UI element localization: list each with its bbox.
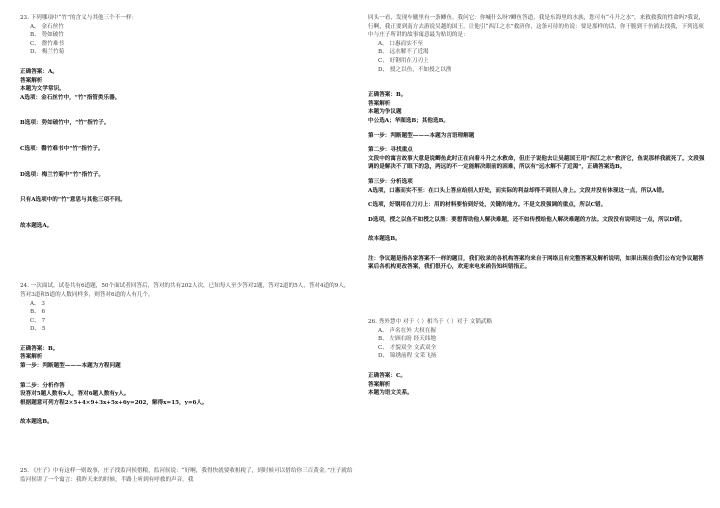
knowledge-point: 本题为争议题: [368, 109, 402, 116]
option-b: B、 远水解不了近渴: [378, 49, 429, 56]
analysis-title: 答案解析: [368, 100, 391, 107]
option-c: C、 才貌双全 文武双全: [378, 344, 437, 351]
knowledge-point: 本题为文学常识。: [20, 86, 65, 93]
explanation-line: 只有A选项中的“竹”意思与其他三项不同。: [20, 197, 126, 204]
option-d: D、 授之以鱼，不如授之以渔: [378, 66, 452, 73]
option-d: D、 梅兰竹菊: [30, 49, 65, 56]
answer: 正确答案：A。: [20, 68, 58, 75]
conclusion: 故本题选B。: [368, 236, 401, 243]
question-23-stem: 23. 下列哪项中“竹”的含义与其他三个不一样：: [20, 15, 138, 21]
step-2-text: 根据题意可列方程2×5+4×9+3x+5x+6y=202，解得x=15，y=6人。: [20, 399, 208, 406]
option-b: B、 6: [30, 309, 46, 316]
conclusion: 故本题选B。: [20, 419, 53, 426]
right-column: [368, 14, 708, 398]
conclusion: 故本题选A。: [20, 222, 53, 229]
answer-sources: 中公选A；华图选B；其他选B。: [368, 117, 449, 124]
step-3: 第三步：分析选项: [368, 178, 413, 185]
analysis-title: 答案解析: [368, 381, 391, 388]
option-c: C、 7: [30, 317, 46, 324]
question-26-stem: 26. 秀外慧中 对于（ ）相当于（ ）对于 文韬武略: [368, 319, 493, 326]
question-25-stem: 25. 《庄子》中有这样一则故事，庄子找监河侯借粮，监河侯说：“好啊，我得快就要收租税了，到时候可以借给你三百黄金。”庄子就给监河侯讲了一个寓言：我昨天来的时候，半路上听到有呼救的声音。我: [20, 468, 353, 483]
option-b: B、 左顾右盼 经天纬地: [378, 336, 437, 343]
analysis-title: 答案解析: [20, 354, 43, 361]
option-c: C、 罄竹难书: [30, 40, 65, 47]
analysis-title: 答案解析: [20, 77, 43, 84]
step-2: 第二步：寻找重点: [368, 147, 413, 154]
step-2-text: 文段中的寓言故事大意是说鲫鱼此时正在向着斗升之水救命，但庄子说他去让吴越国王用“西江之水”救济它，鱼说那样我就死了。文段强调的是解决不了眼下的急，两远的不一定能解决眼前的困难，所以有“远水解不了近渴”，正确答案选B。: [368, 155, 705, 171]
option-a: A、 3: [30, 300, 45, 307]
dispute-note: 注：争议题是指各家答案不一样的题目，我们收录的各机构答案均来自于网络且有完整答案及解析说明，如果出现在我们公布完争议题答案后各机构更改答案，我们很开心，欢迎来电来函告知纠错指正。: [368, 255, 704, 271]
option-analysis-d: D选项，授之以鱼不如授之以渔：要想帮助他人解决难题，还不如传授给他人解决难题的方法。文段没有说明这一点，所以D错。: [368, 216, 686, 223]
step-1: 第一步：判断题型———本题为方程问题: [20, 363, 121, 370]
knowledge-point: 本题为语文关系。: [368, 390, 413, 397]
explanation-line: B选项：势如破竹中，“竹”指竹子。: [20, 120, 110, 127]
option-analysis-c: C选项，好钢用在刀刃上：用的材料要恰到好处，关键的地方。不是文段强调的重点，所以C错。: [368, 202, 607, 209]
left-column: [20, 14, 355, 484]
option-d: D、 锦绣前程 文采飞扬: [378, 353, 437, 360]
option-b: B、 势如破竹: [30, 32, 64, 39]
option-c: C、 好钢用在刀刃上: [378, 57, 429, 64]
question-25-continued: 回头一看，发现车辙里有一条鲫鱼。我问它：你喊什么呀?鲫鱼答道，我是东海里的水族，您可有“斗升之水”，来救救我的性命吗?我说，行啊，我正要到南方去游说吴越的国王，让他引“西江之水”救济你，这条可待的鱼说：要是那样的话，你干脆到干鱼铺去找我，下列选项中与庄子所讲的故事寓意最为贴切的是：: [368, 15, 705, 39]
explanation-line: A选项：金石丝竹中，“竹”指管类乐器。: [20, 94, 121, 101]
option-a: A、 口惠而实不至: [378, 40, 423, 47]
answer: 正确答案：B。: [368, 92, 407, 99]
step-2: 第二步：分析作答: [20, 382, 65, 389]
step-2-text: 设答对5题人数有x人，答对6题人数有y人。: [20, 391, 130, 398]
explanation-line: D选项：梅兰竹菊中“竹”指竹子。: [20, 171, 105, 178]
answer: 正确答案：B。: [20, 345, 59, 352]
explanation-line: C选项：罄竹难书中“竹”指竹子。: [20, 145, 104, 152]
option-d: D、 5: [30, 326, 46, 333]
answer: 正确答案：C。: [368, 373, 407, 380]
option-a: A、 金石丝竹: [30, 23, 64, 30]
option-analysis-a: A选项，口惠而实不至：在口头上答应给别人好处，而实际的利益却得不到别人身上。文段并没有体现这一点，所以A错。: [368, 187, 668, 194]
option-a: A、 声名在外 大权在握: [378, 327, 436, 334]
question-24-stem: 24. 一次面试，试卷共有6道题，50个面试者回答后，答对的共有202人次，已知每人至少答对2题，答对2道的5人，答对4道的9人，答对3道和5道的人数同样多，则答对6道的人有几个。: [20, 283, 350, 298]
step-1: 第一步：判断题型———本题为言语理解题: [368, 132, 475, 139]
